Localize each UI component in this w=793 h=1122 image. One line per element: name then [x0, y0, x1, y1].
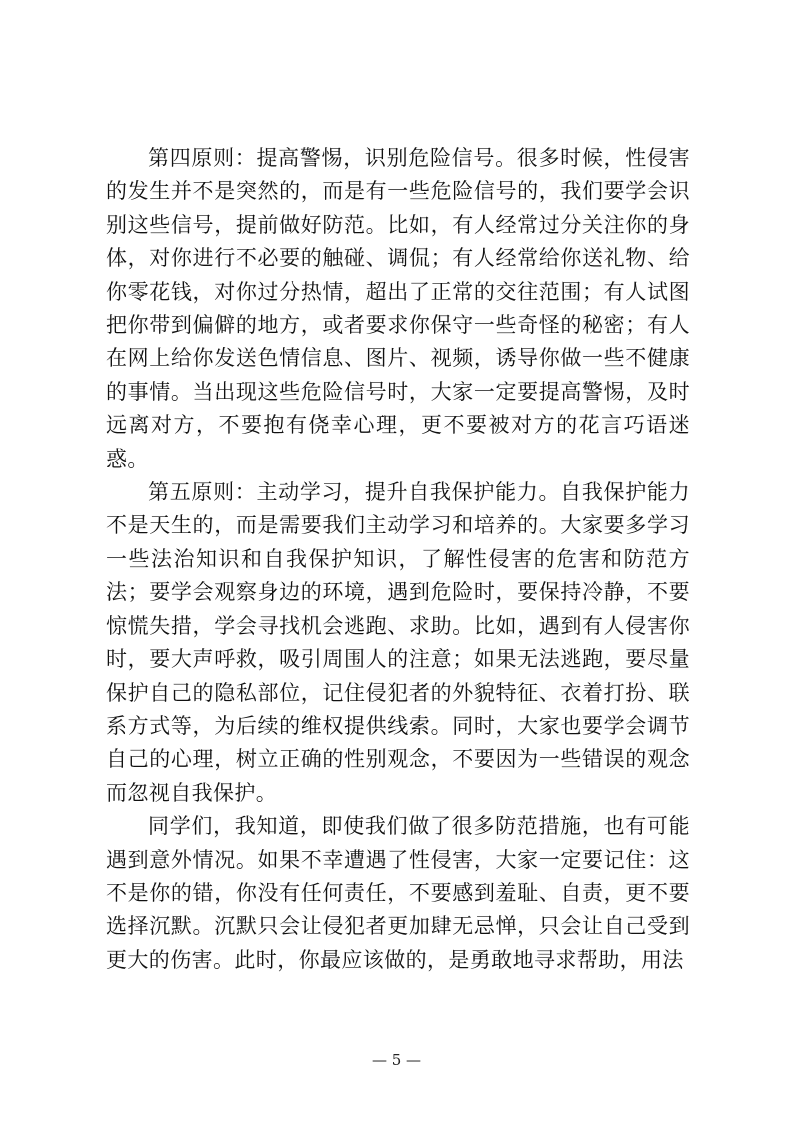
- paragraph-if-harmed: 同学们，我知道，即使我们做了很多防范措施，也有可能遇到意外情况。如果不幸遭遇了性侵害，大家一定要记住：这不是你的错，你没有任何责任，不要感到羞耻、自责，更不要选择沉默。沉默只会让侵犯者更加肆无忌惮，只会让自己受到更大的伤害。此时，你最应该做的，是勇敢地寻求帮助，用法: [106, 814, 690, 972]
- page-number: — 5 —: [371, 1051, 422, 1069]
- body-text: [106, 142, 690, 977]
- paragraph-principle-four: 第四原则：提高警惕，识别危险信号。很多时候，性侵害的发生并不是突然的，而是有一些危险信号的，我们要学会识别这些信号，提前做好防范。比如，有人经常过分关注你的身体，对你进行不必要的触碰、调侃；有人经常给你送礼物、给你零花钱，对你过分热情，超出了正常的交往范围；有人试图把你带到偏僻的地方，或者要求你保守一些奇怪的秘密；有人在网上给你发送色情信息、图片、视频，诱导你做一些不健康的事情。当出现这些危险信号时，大家一定要提高警惕，及时远离对方，不要抱有侥幸心理，更不要被对方的花言巧语迷惑。: [106, 146, 690, 471]
- paragraph-principle-five: 第五原则：主动学习，提升自我保护能力。自我保护能力不是天生的，而是需要我们主动学习和培养的。大家要多学习一些法治知识和自我保护知识，了解性侵害的危害和防范方法；要学会观察身边的环境，遇到危险时，要保持冷静，不要惊慌失措，学会寻找机会逃跑、求助。比如，遇到有人侵害你时，要大声呼救，吸引周围人的注意；如果无法逃跑，要尽量保护自己的隐私部位，记住侵犯者的外貌特征、衣着打扮、联系方式等，为后续的维权提供线索。同时，大家也要学会调节自己的心理，树立正确的性别观念，不要因为一些错误的观念而忽视自我保护。: [106, 480, 690, 805]
